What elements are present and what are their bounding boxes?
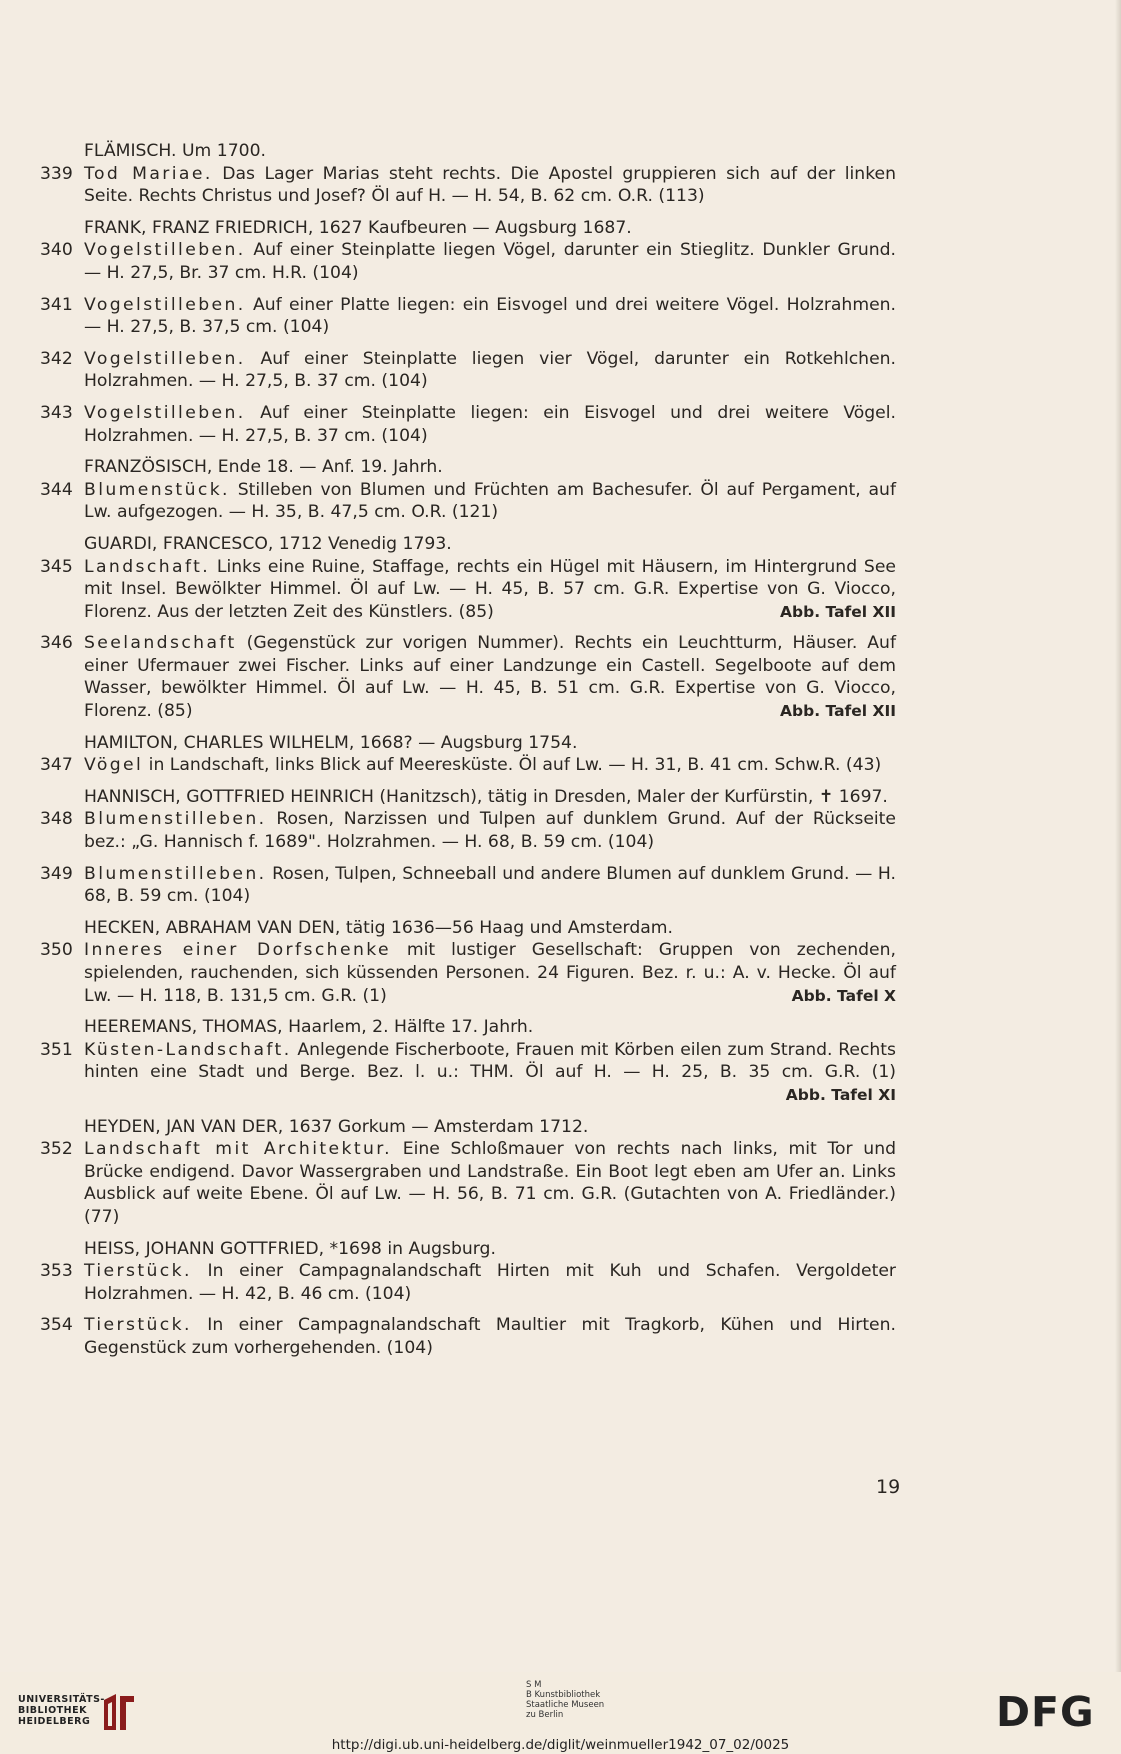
catalog-entry (40, 939, 896, 1007)
artist-heading: HEYDEN, JAN VAN DER, 1637 Gorkum — Amsterdam 1712. (84, 1116, 589, 1137)
entry-title: Vogelstilleben. (84, 240, 246, 261)
catalog-content (40, 140, 896, 1369)
plate-reference: Abb. Tafel X (791, 986, 896, 1005)
entry-description: In einer Campagnalandschaft Maultier mit Tragkorb, Kühen und Hirten. Gegenstück zum vorhergehenden. (104) (84, 1315, 896, 1358)
entry-number: 342 (40, 348, 73, 369)
entry-number: 352 (40, 1139, 73, 1160)
entry-description: in Landschaft, links Blick auf Meeresküste. Öl auf Lw. — H. 31, B. 41 cm. Schw.R. (43) (148, 755, 882, 776)
artist-heading: HANNISCH, GOTTFRIED HEINRICH (Hanitzsch), tätig in Dresden, Maler der Kurfürstin, ✝ 1697. (84, 786, 888, 807)
entry-number: 347 (40, 755, 73, 776)
catalog-entry (40, 1260, 896, 1305)
entry-title: Blumenstilleben. (84, 809, 267, 830)
entry-description: Anlegende Fischerboote, Frauen mit Körben eilen zum Strand. Rechts hinten eine Stadt und Berge. Bez. l. u.: THM. Öl auf H. — H. 25, B. 35 cm. G.R. (1) (84, 1039, 896, 1083)
entry-description: Eine Schloßmauer von rechts nach links, mit Tor und Brücke endigend. Davor Wassergraben und Landstraße. Ein Boot legt eben am Ufer an. Links Ausblick auf weite Ebene. Öl auf Lw. — H. 56, B. 71 cm. G.R. (Gutachten von A. Friedländer.) (77) (84, 1139, 896, 1227)
entry-description: Auf einer Steinplatte liegen Vögel, darunter ein Stieglitz. Dunkler Grund. — H. 27,5, Br. 37 cm. H.R. (104) (84, 240, 897, 283)
entry-title: Vogelstilleben. (84, 402, 246, 423)
catalog-entry (40, 808, 896, 853)
catalog-entry (40, 1039, 896, 1107)
entry-description: (Gegenstück zur vorigen Nummer). Rechts ein Leuchtturm, Häuser. Auf einer Ufermauer zwei Fischer. Links auf einer Landzunge ein Castell. Segelboote auf dem Wasser, bewölkter Himmel. Öl auf Lw. — H. 45, B. 51 cm. G.R. Expertise von G. Viocco, Florenz. (85) (84, 633, 896, 722)
entry-description: Rosen, Narzissen und Tulpen auf dunklem Grund. Auf der Rückseite bez.: „G. Hannisch f. 1689". Holzrahmen. — H. 68, B. 59 cm. (104) (84, 809, 896, 853)
entry-number: 344 (40, 479, 73, 500)
catalog-entry (40, 632, 896, 722)
catalog-entry (40, 479, 896, 524)
footer-bar (0, 1672, 1121, 1754)
entry-title: Tierstück. (84, 1261, 192, 1282)
catalog-entry (40, 1138, 896, 1228)
catalog-entry (40, 1314, 896, 1359)
entry-number: 343 (40, 402, 73, 423)
entry-description: mit lustiger Gesellschaft: Gruppen von zechenden, spielenden, rauchenden, sich küssenden Personen. 24 Figuren. Bez. r. u.: A. v. Hecke. Öl auf Lw. — H. 118, B. 131,5 cm. G.R. (1) (84, 940, 896, 1006)
catalog-entry (40, 402, 896, 447)
entry-number: 351 (40, 1039, 73, 1060)
artist-heading: HEEREMANS, THOMAS, Haarlem, 2. Hälfte 17. Jahrh. (84, 1017, 534, 1038)
entry-title: Vögel (84, 755, 144, 776)
entry-title: Seelandschaft (84, 633, 237, 654)
entry-title: Küsten-Landschaft. (84, 1039, 292, 1060)
entry-title: Inneres einer Dorfschenke (84, 940, 391, 961)
entry-title: Landschaft. (84, 556, 211, 577)
entry-number: 353 (40, 1261, 73, 1282)
entry-title: Blumenstilleben. (84, 863, 267, 884)
entry-title: Blumenstück. (84, 479, 230, 500)
plate-reference: Abb. Tafel XI (785, 1085, 896, 1104)
entry-title: Tierstück. (84, 1315, 192, 1336)
entry-number: 339 (40, 163, 73, 184)
dfg-logo[interactable]: DFG (996, 1688, 1095, 1736)
page-number: 19 (876, 1476, 901, 1498)
entry-description: Auf einer Platte liegen: ein Eisvogel und drei weitere Vögel. Holzrahmen. — H. 27,5, B. 37,5 cm. (104) (84, 294, 896, 338)
entry-title: Vogelstilleben. (84, 294, 246, 315)
entry-title: Tod Mariae. (84, 163, 213, 184)
entry-title: Vogelstilleben. (84, 348, 246, 369)
entry-description: Auf einer Steinplatte liegen: ein Eisvogel und drei weitere Vögel. Holzrahmen. — H. 27,5, B. 37 cm. (104) (84, 402, 896, 446)
catalog-entry (40, 294, 896, 339)
catalog-entry (40, 348, 896, 393)
entry-number: 345 (40, 556, 73, 577)
entry-number: 354 (40, 1315, 73, 1336)
entry-number: 340 (40, 240, 73, 261)
catalog-entry (40, 754, 896, 777)
entry-number: 349 (40, 863, 73, 884)
entry-number: 341 (40, 294, 73, 315)
catalog-entry (40, 239, 896, 284)
catalog-entry (40, 556, 896, 624)
source-url-link[interactable]: http://digi.ub.uni-heidelberg.de/diglit/weinmueller1942_07_02/0025 (331, 1737, 790, 1753)
artist-heading: HECKEN, ABRAHAM VAN DEN, tätig 1636—56 Haag und Amsterdam. (84, 917, 673, 938)
artist-heading: GUARDI, FRANCESCO, 1712 Venedig 1793. (84, 533, 452, 554)
artist-heading: FLÄMISCH. Um 1700. (84, 141, 266, 161)
entry-description: Stilleben von Blumen und Früchten am Bachesufer. Öl auf Pergament, auf Lw. aufgezogen. — H. 35, B. 47,5 cm. O.R. (121) (84, 479, 896, 523)
kunstbibliothek-logo[interactable]: S M B Kunstbibliothek Staatliche Museen zu Berlin (526, 1680, 605, 1720)
entry-description: Auf einer Steinplatte liegen vier Vögel, darunter ein Rotkehlchen. Holzrahmen. — H. 27,5, B. 37 cm. (104) (84, 348, 897, 392)
artist-heading: HEISS, JOHANN GOTTFRIED, *1698 in Augsburg. (84, 1238, 496, 1259)
university-library-logo-icon[interactable] (98, 1690, 138, 1734)
entry-description: In einer Campagnalandschaft Hirten mit Kuh und Schafen. Vergoldeter Holzrahmen. — H. 42, B. 46 cm. (104) (84, 1261, 896, 1304)
entry-number: 346 (40, 633, 73, 654)
plate-reference: Abb. Tafel XII (780, 602, 896, 621)
artist-heading: FRANK, FRANZ FRIEDRICH, 1627 Kaufbeuren — Augsburg 1687. (84, 217, 632, 238)
entry-description: Links eine Ruine, Staffage, rechts ein Hügel mit Häusern, im Hintergrund See mit Insel. Bewölkter Himmel. Öl auf Lw. — H. 45, B. 57 cm. G.R. Expertise von G. Viocco, Florenz. Aus der letzten Zeit des Künstlers. (85) (84, 556, 896, 622)
catalog-entry (40, 163, 896, 208)
plate-reference: Abb. Tafel XII (780, 702, 896, 721)
entry-description: Das Lager Marias steht rechts. Die Apostel gruppieren sich auf der linken Seite. Rechts Christus und Josef? Öl auf H. — H. 54, B. 62 cm. O.R. (113) (84, 163, 897, 207)
entry-number: 348 (40, 809, 73, 830)
artist-heading: HAMILTON, CHARLES WILHELM, 1668? — Augsburg 1754. (84, 732, 578, 753)
catalog-entry (40, 863, 896, 908)
entry-title: Landschaft mit Architektur. (84, 1139, 393, 1160)
artist-heading: FRANZÖSISCH, Ende 18. — Anf. 19. Jahrh. (84, 457, 443, 478)
entry-description: Rosen, Tulpen, Schneeball und andere Blumen auf dunklem Grund. — H. 68, B. 59 cm. (104) (84, 863, 896, 907)
university-library-logo-text[interactable]: UNIVERSITÄTS- BIBLIOTHEK HEIDELBERG (18, 1694, 105, 1727)
entry-number: 350 (40, 940, 73, 961)
